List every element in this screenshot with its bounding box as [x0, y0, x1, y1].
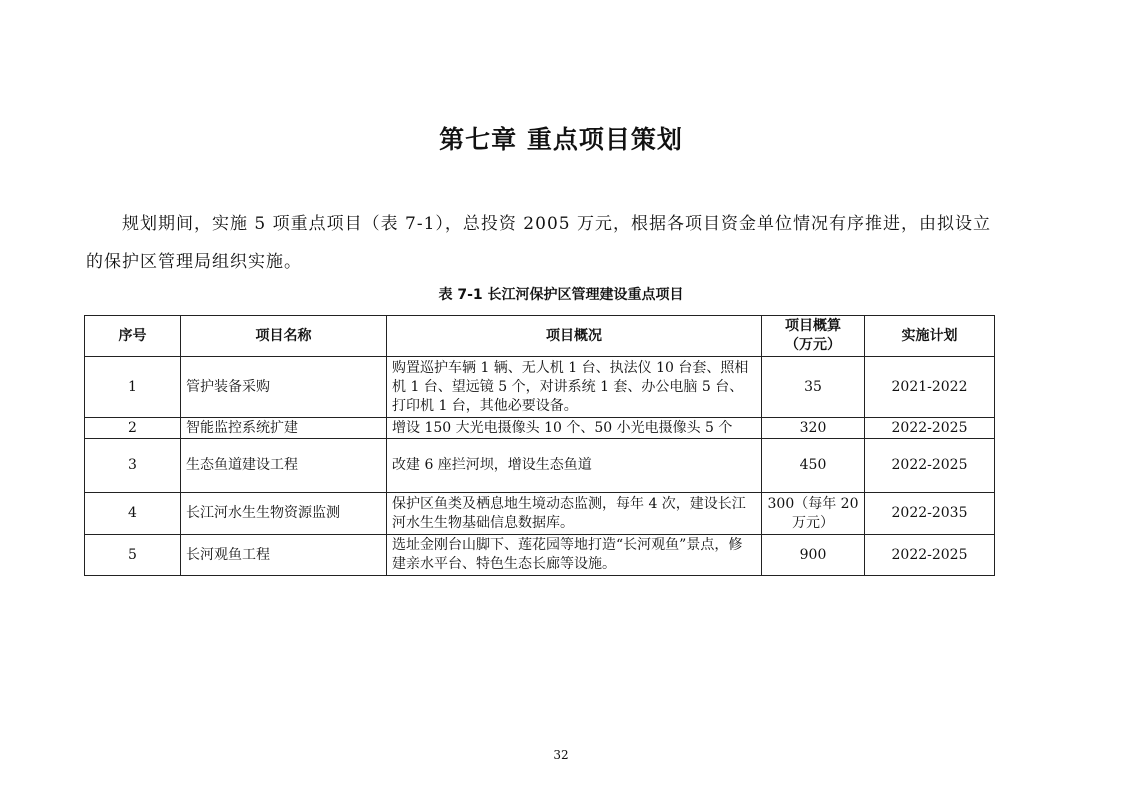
cell-seq: 5 — [85, 535, 181, 576]
cell-overview: 购置巡护车辆 1 辆、无人机 1 台、执法仪 10 台套、照相机 1 台、望远镜 5 个，对讲系统 1 套、办公电脑 5 台、打印机 1 台，其他必要设备。 — [387, 357, 762, 418]
header-seq: 序号 — [85, 316, 181, 357]
cell-overview: 改建 6 座拦河坝，增设生态鱼道 — [387, 439, 762, 493]
table-row — [85, 357, 995, 418]
chapter-title: 第七章 重点项目策划 — [439, 125, 683, 154]
table-row — [85, 439, 995, 493]
key-projects-table — [84, 315, 995, 576]
cell-name: 长河观鱼工程 — [181, 535, 387, 576]
table-row — [85, 493, 995, 535]
cell-name: 长江河水生生物资源监测 — [181, 493, 387, 535]
table-row — [85, 418, 995, 439]
table-header-row — [85, 316, 995, 357]
cell-plan: 2021-2022 — [865, 357, 995, 418]
header-plan: 实施计划 — [865, 316, 995, 357]
cell-seq: 2 — [85, 418, 181, 439]
page-number: 32 — [553, 748, 569, 762]
table-caption: 表 7-1 长江河保护区管理建设重点项目 — [438, 287, 684, 303]
cell-plan: 2022-2025 — [865, 418, 995, 439]
cell-seq: 4 — [85, 493, 181, 535]
header-overview: 项目概况 — [387, 316, 762, 357]
header-budget-line1: 项目概算 — [785, 318, 841, 334]
cell-plan: 2022-2025 — [865, 535, 995, 576]
cell-budget: 450 — [762, 439, 865, 493]
cell-overview: 保护区鱼类及栖息地生境动态监测，每年 4 次，建设长江河水生生物基础信息数据库。 — [387, 493, 762, 535]
cell-overview: 增设 150 大光电摄像头 10 个、50 小光电摄像头 5 个 — [387, 418, 762, 439]
cell-name: 生态鱼道建设工程 — [181, 439, 387, 493]
cell-plan: 2022-2035 — [865, 493, 995, 535]
cell-name: 智能监控系统扩建 — [181, 418, 387, 439]
cell-budget: 900 — [762, 535, 865, 576]
cell-seq: 1 — [85, 357, 181, 418]
cell-name: 管护装备采购 — [181, 357, 387, 418]
cell-seq: 3 — [85, 439, 181, 493]
header-name: 项目名称 — [181, 316, 387, 357]
cell-plan: 2022-2025 — [865, 439, 995, 493]
cell-budget: 320 — [762, 418, 865, 439]
intro-paragraph: 规划期间，实施 5 项重点项目（表 7-1），总投资 2005 万元，根据各项目资金单位情况有序推进，由拟设立的保护区管理局组织实施。 — [86, 214, 991, 272]
table-row — [85, 535, 995, 576]
cell-overview: 选址金刚台山脚下、莲花园等地打造“长河观鱼”景点，修建亲水平台、特色生态长廊等设施。 — [387, 535, 762, 576]
header-budget-line2: （万元） — [785, 337, 841, 353]
cell-budget: 35 — [762, 357, 865, 418]
cell-budget: 300（每年 20 万元） — [762, 493, 865, 535]
header-budget — [762, 316, 865, 357]
